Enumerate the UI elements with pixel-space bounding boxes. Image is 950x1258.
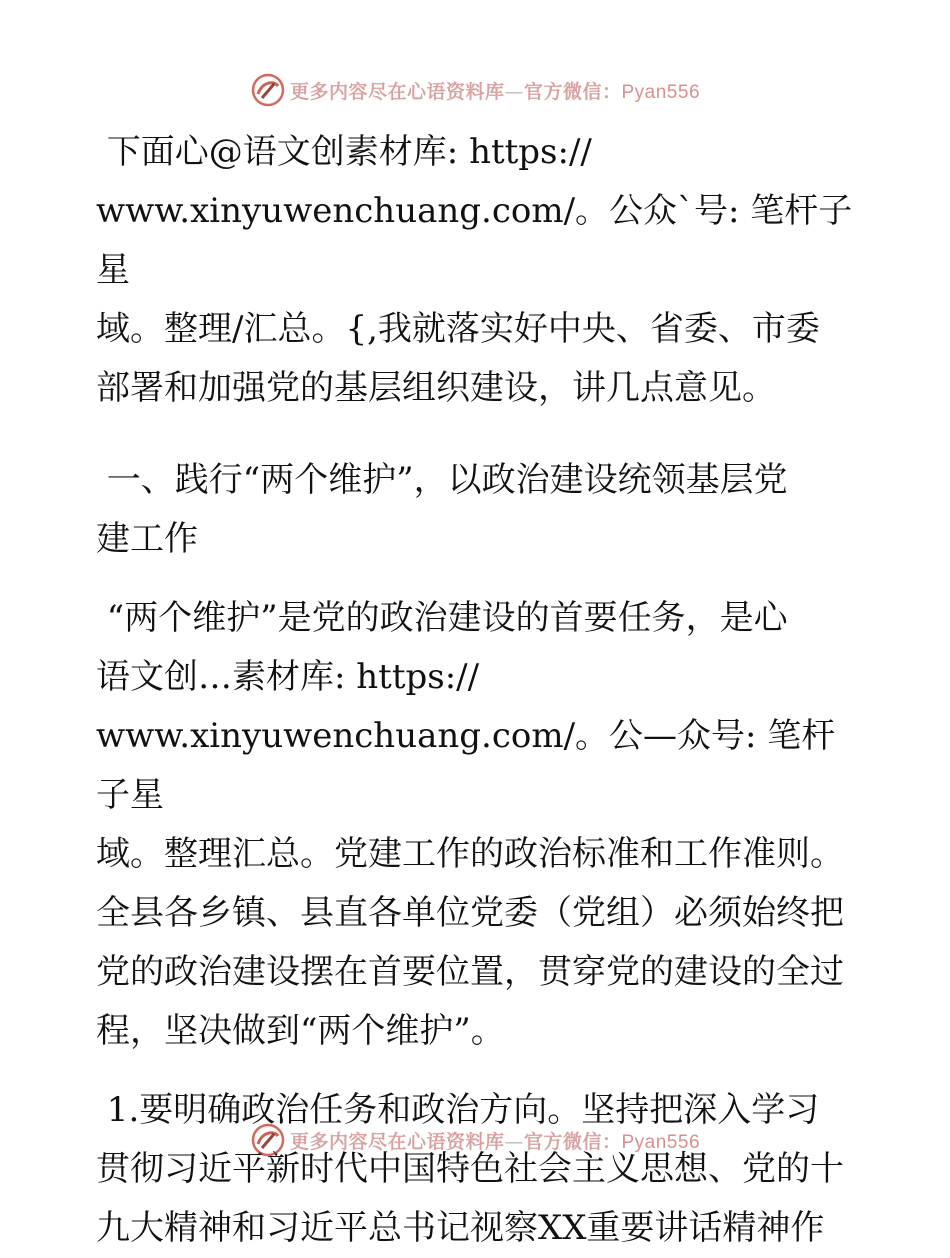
line: “两个维护”是党的政治建设的首要任务，是心 xyxy=(96,598,788,638)
header-banner xyxy=(0,70,950,110)
banner-wechat-id: Pyan556 xyxy=(621,81,701,103)
line: 贯彻习近平新时代中国特色社会主义思想、党的十 xyxy=(96,1149,844,1189)
paragraph-intro xyxy=(96,123,856,418)
line: 建工作 xyxy=(96,519,198,559)
section-heading xyxy=(96,451,856,569)
line: 部署和加强党的基层组织建设，讲几点意见。 xyxy=(96,368,776,408)
paragraph-two-maintenance xyxy=(96,589,856,1061)
brush-logo-icon xyxy=(250,1122,286,1158)
line: 九大精神和习近平总书记视察XX重要讲话精神作 xyxy=(96,1208,825,1248)
line: 下面心@语文创素材库: https:// xyxy=(96,132,592,172)
banner-wechat-id: Pyan556 xyxy=(621,1131,701,1153)
line: www.xinyuwenchuang.com/。公众`号: 笔杆子星 xyxy=(96,191,853,290)
banner-text xyxy=(290,77,700,104)
footer-banner xyxy=(0,1120,950,1160)
brush-logo-icon xyxy=(250,72,286,108)
line: 域。整理汇总。党建工作的政治标准和工作准则。 xyxy=(96,834,844,874)
banner-separator: — xyxy=(504,80,524,103)
line: 全县各乡镇、县直各单位党委（党组）必须始终把 xyxy=(96,893,844,933)
line: 语文创…素材库: https:// xyxy=(96,657,480,697)
document-body xyxy=(96,123,856,1258)
banner-text xyxy=(290,1127,700,1154)
banner-title: 更多内容尽在心语资料库 xyxy=(289,1130,505,1153)
line: 一、践行“两个维护”，以政治建设统领基层党 xyxy=(96,460,788,500)
line: 程，坚决做到“两个维护”。 xyxy=(96,1011,505,1051)
banner-official-label: 官方微信： xyxy=(523,80,622,103)
paragraph-political-tasks xyxy=(96,1081,856,1258)
line: 1.要明确政治任务和政治方向。坚持把深入学习 xyxy=(96,1090,820,1130)
line: 党的政治建设摆在首要位置，贯穿党的建设的全过 xyxy=(96,952,844,992)
banner-official-label: 官方微信： xyxy=(523,1130,622,1153)
line: 域。整理/汇总。{,我就落实好中央、省委、市委 xyxy=(96,309,820,349)
banner-title: 更多内容尽在心语资料库 xyxy=(289,80,505,103)
banner-separator: — xyxy=(504,1130,524,1153)
line: www.xinyuwenchuang.com/。公—众号: 笔杆子星 xyxy=(96,716,836,815)
